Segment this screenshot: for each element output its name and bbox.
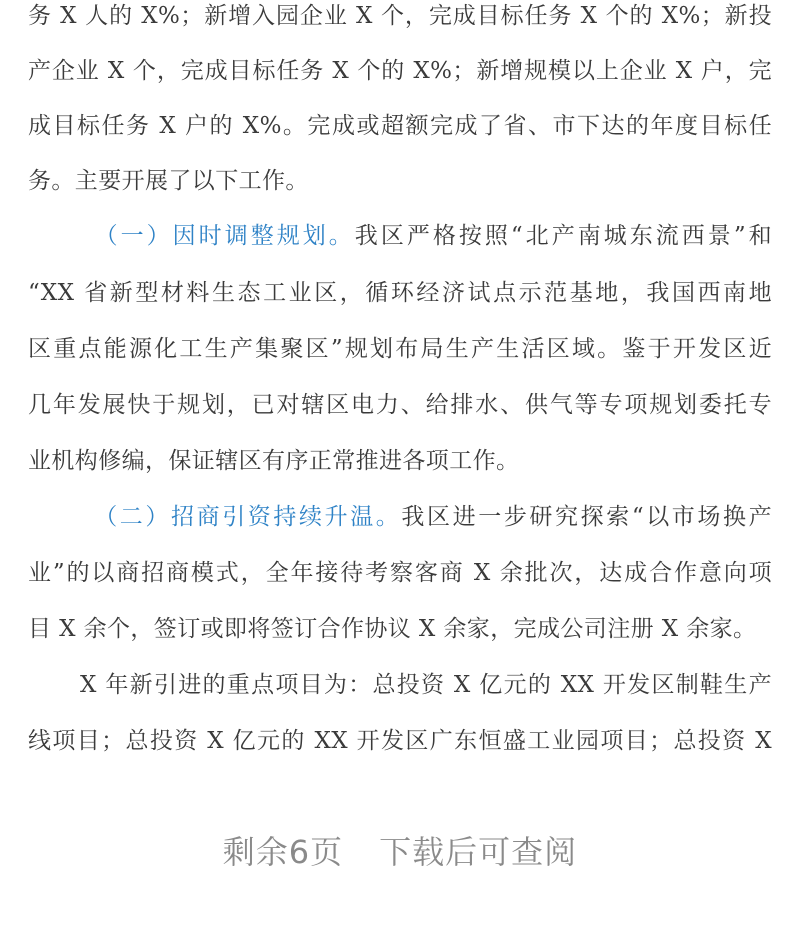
section-1-heading: （一）因时调整规划。 [92, 223, 355, 249]
paragraph-line: 几年发展快于规划，已对辖区电力、给排水、供气等专项规划委托专 [28, 392, 772, 418]
paragraph-line: 务。主要开展了以下工作。 [28, 168, 309, 194]
paragraph-line: 成目标任务 X 户的 X%。完成或超额完成了省、市下达的年度目标任 [28, 113, 772, 139]
paragraph-line: “XX 省新型材料生态工业区，循环经济试点示范基地，我国西南地 [28, 280, 772, 306]
paragraph-line: 区重点能源化工生产集聚区”规划布局生产生活区域。鉴于开发区近 [28, 336, 772, 362]
section-1-first-line [28, 222, 772, 250]
download-prompt[interactable] [0, 830, 800, 874]
paragraph-line: 目 X 余个，签订或即将签订合作协议 X 余家，完成公司注册 X 余家。 [28, 616, 757, 642]
paragraph-line: X 年新引进的重点项目为：总投资 X 亿元的 XX 开发区制鞋生产 [80, 672, 772, 698]
paragraph-line: 务 X 人的 X%；新增入园企业 X 个，完成目标任务 X 个的 X%；新投 [28, 3, 772, 29]
paragraph-line: 业”的以商招商模式，全年接待考察客商 X 余批次，达成合作意向项 [28, 560, 772, 586]
paragraph-line: 产企业 X 个，完成目标任务 X 个的 X%；新增规模以上企业 X 户，完 [28, 58, 772, 84]
section-2-heading: （二）招商引资持续升温。 [92, 504, 402, 530]
remaining-pages-label: 剩余6页 [222, 833, 344, 871]
download-to-view-label: 下载后可查阅 [379, 833, 578, 871]
paragraph-line: 业机构修编，保证辖区有序正常推进各项工作。 [28, 448, 520, 474]
paragraph-line: 线项目；总投资 X 亿元的 XX 开发区广东恒盛工业园项目；总投资 X [28, 728, 772, 754]
section-1-text: 我区严格按照“北产南城东流西景”和 [354, 223, 772, 249]
section-2-text: 我区进一步研究探索“以市场换产 [401, 504, 772, 530]
section-2-first-line [28, 503, 772, 531]
